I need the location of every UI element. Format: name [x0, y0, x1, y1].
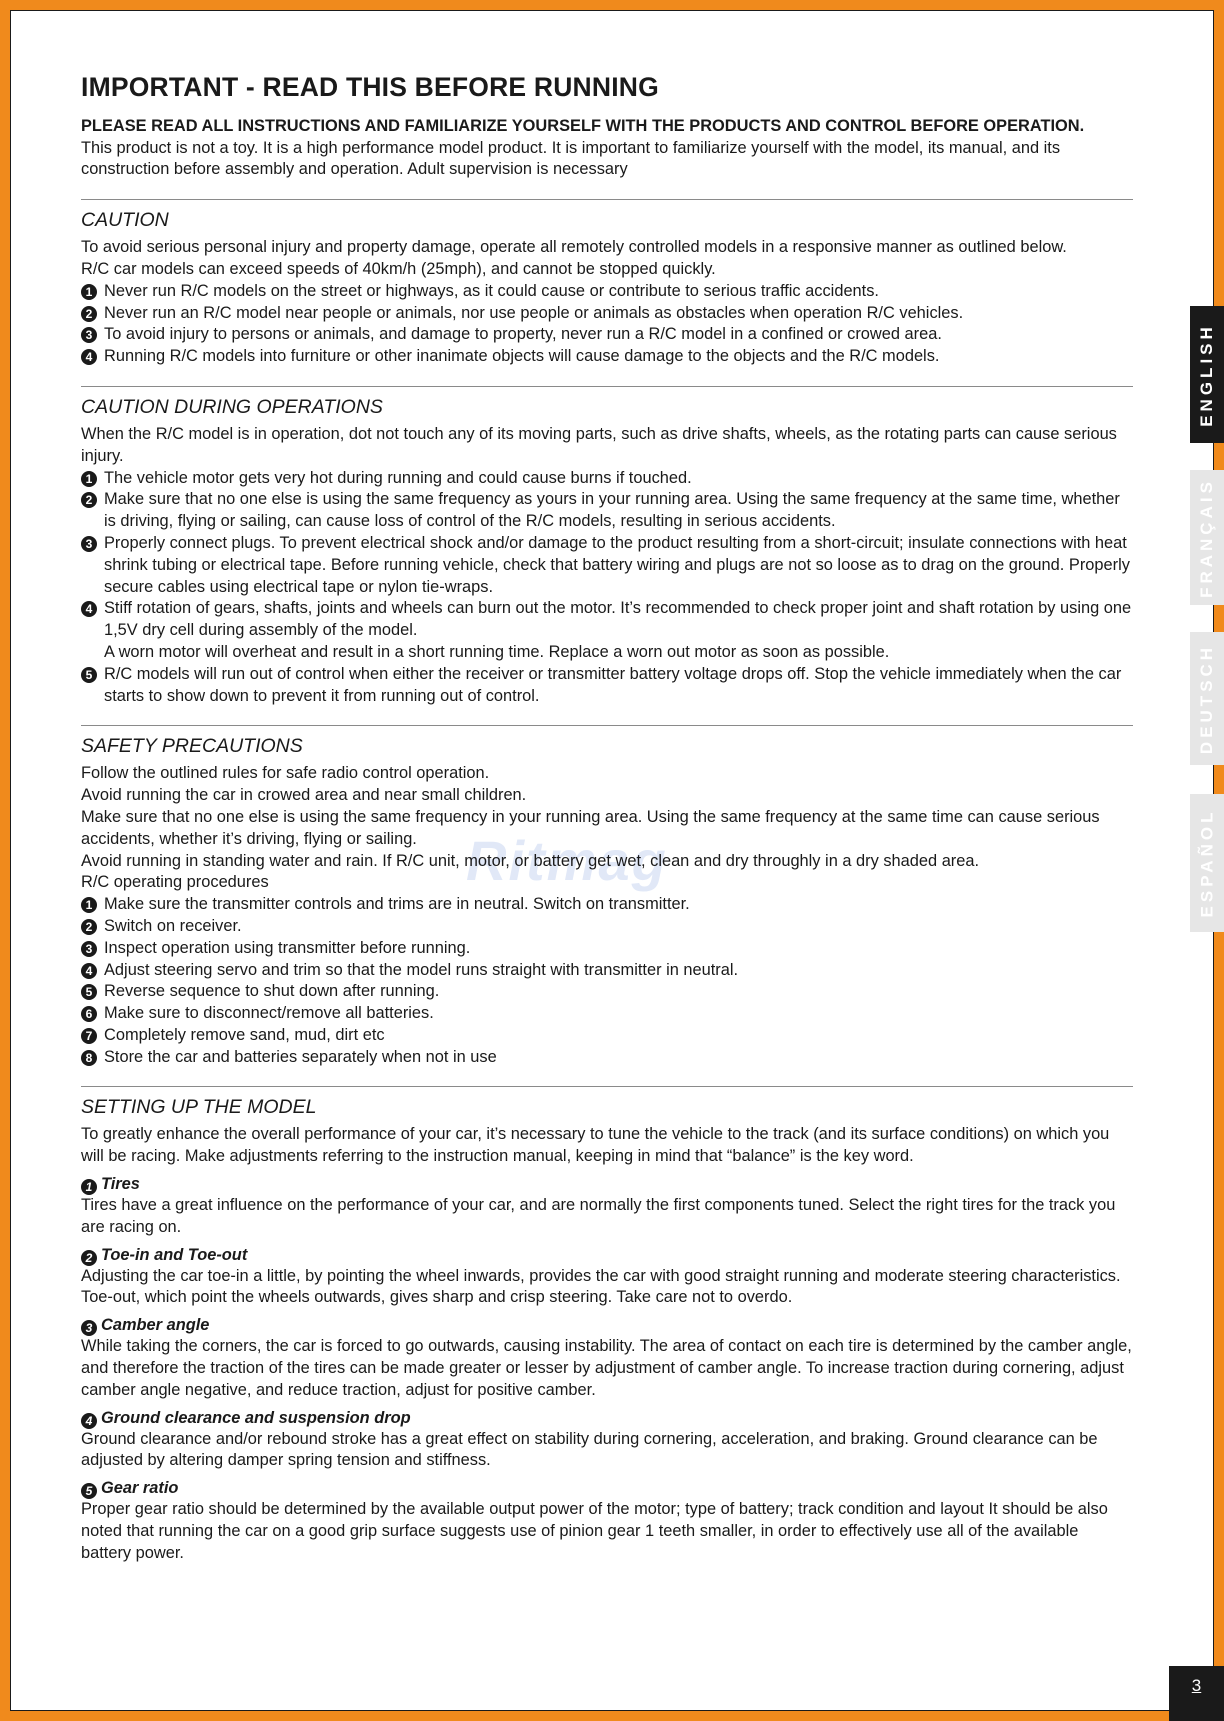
subsection-title-text: Gear ratio	[101, 1479, 179, 1498]
subsection-text: Adjusting the car toe-in a little, by pointing the wheel inwards, provides the car with good straight running and moderate steering characteristics. Toe-out, which point the wheels outwards, gives sharp and crisp steering. Take care not to overdo.	[81, 1266, 1121, 1307]
subsection-text: Tires have a great influence on the performance of your car, and are normally the first components tuned. Select the right tires for the track you are racing on.	[81, 1196, 1116, 1236]
page-title: IMPORTANT - READ THIS BEFORE RUNNING	[81, 72, 659, 102]
caution-heading: CAUTION	[81, 209, 169, 232]
list-item-text: Make sure the transmitter controls and trims are in neutral. Switch on transmitter.	[104, 895, 690, 914]
number-badge: 2	[81, 919, 97, 935]
subsection-title	[81, 1173, 1133, 1195]
number-badge: 1	[81, 897, 97, 913]
page-number	[1169, 1666, 1224, 1721]
page-content	[81, 72, 1133, 1565]
number-badge: 5	[81, 667, 97, 683]
subsection-title	[81, 1244, 1133, 1266]
list-item-text: R/C models will run out of control when either the receiver or transmitter battery voltage drops off. Stop the vehicle immediately when the car starts to show down to prevent it from running out of control.	[104, 664, 1122, 705]
safety-paragraph: Follow the outlined rules for safe radio control operation.	[81, 764, 490, 783]
language-tab-francais[interactable]: FRANÇAIS	[1190, 470, 1224, 605]
subsection-text: Proper gear ratio should be determined by the available output power of the motor; type of battery; track condition and layout It should be also noted that running the car on a good grip surface suggests use of pinion gear 1 teeth smaller, in order to effectively use all of the available battery power.	[81, 1500, 1108, 1562]
list-item	[81, 346, 1133, 368]
number-badge: 4	[81, 1413, 97, 1429]
list-item	[81, 303, 1133, 325]
list-item	[81, 324, 1133, 346]
list-item-extra: A worn motor will overheat and result in a short running time. Replace a worn out motor as soon as possible.	[104, 642, 890, 661]
number-badge: 3	[81, 327, 97, 343]
subsection-text: Ground clearance and/or rebound stroke has a great effect on stability during cornering, acceleration, and braking. Ground clearance can be adjusted by altering damper spring tension and stiffness.	[81, 1429, 1098, 1470]
number-badge: 4	[81, 349, 97, 365]
number-badge: 3	[81, 941, 97, 957]
subsection-title	[81, 1477, 1133, 1499]
safety-heading: SAFETY PRECAUTIONS	[81, 735, 303, 758]
list-item	[81, 894, 1133, 916]
list-item-text: To avoid injury to persons or animals, and damage to property, never run a R/C model in a confined or crowed area.	[104, 325, 942, 344]
subsection-title-text: Ground clearance and suspension drop	[101, 1408, 411, 1427]
number-badge: 2	[81, 306, 97, 322]
list-item-text: Adjust steering servo and trim so that the model runs straight with transmitter in neutral.	[104, 960, 739, 979]
list-item	[81, 938, 1133, 960]
number-badge: 5	[81, 1483, 97, 1499]
number-badge: 1	[81, 1179, 97, 1195]
divider	[81, 1086, 1133, 1087]
list-item	[81, 598, 1133, 663]
list-item-text: Inspect operation using transmitter before running.	[104, 938, 471, 957]
list-item-text: Never run an R/C model near people or animals, nor use people or animals as obstacles when operation R/C vehicles.	[104, 303, 964, 322]
caution-paragraph: R/C car models can exceed speeds of 40km/h (25mph), and cannot be stopped quickly.	[81, 259, 716, 278]
subsection-title	[81, 1407, 1133, 1429]
safety-paragraph: Avoid running in standing water and rain. If R/C unit, motor, or battery get wet, clean and dry throughly in a dry shaded area.	[81, 851, 980, 870]
subsection-title-text: Tires	[101, 1175, 140, 1194]
divider	[81, 199, 1133, 200]
caution-paragraph: To avoid serious personal injury and property damage, operate all remotely controlled models in a responsive manner as outlined below.	[81, 238, 1067, 257]
number-badge: 1	[81, 284, 97, 300]
number-badge: 2	[81, 1250, 97, 1266]
number-badge: 4	[81, 601, 97, 617]
page-number-text: 3	[1191, 1676, 1202, 1695]
list-item-text: Running R/C models into furniture or other inanimate objects will cause damage to the objects and the R/C models.	[104, 347, 940, 366]
watermark: Ritmag	[466, 829, 668, 892]
language-tab-english[interactable]: ENGLISH	[1190, 306, 1224, 443]
list-item	[81, 916, 1133, 938]
setup-intro: To greatly enhance the overall performance of your car, it’s necessary to tune the vehicle to the track (and its surface conditions) on which you will be racing. Make adjustments referring to the instruction manual, keeping in mind that “balance” is the key word.	[81, 1125, 1110, 1166]
subsection-title-text: Toe-in and Toe-out	[101, 1245, 248, 1264]
list-item	[81, 533, 1133, 598]
subsection-text: While taking the corners, the car is forced to go outwards, causing instability. The area of contact on each tire is determined by the camber angle, and therefore the traction of the tires can be made greater or lesser by adjustment of camber angle. To increase traction during cornering, adjust camber angle negative, and reduce traction, adjust for positive camber.	[81, 1337, 1132, 1399]
number-badge: 5	[81, 984, 97, 1000]
list-item-text: Reverse sequence to shut down after running.	[104, 982, 440, 1001]
list-item-text: Completely remove sand, mud, dirt etc	[104, 1025, 385, 1044]
operations-heading: CAUTION DURING OPERATIONS	[81, 395, 383, 418]
list-item-text: Make sure that no one else is using the same frequency as yours in your running area. Using the same frequency at the same time, whether is driving, flying or sailing, can cause loss of control of the R/C models, resulting in serious accidents.	[104, 490, 1120, 531]
safety-paragraph: Make sure that no one else is using the same frequency in your running area. Using the same frequency at the same time can cause serious accidents, whether it’s driving, flying or sailing.	[81, 807, 1100, 848]
number-badge: 1	[81, 471, 97, 487]
list-item	[81, 281, 1133, 303]
safety-paragraph: R/C operating procedures	[81, 873, 269, 892]
list-item	[81, 1003, 1133, 1025]
language-tab-espanol[interactable]: ESPAÑOL	[1190, 794, 1224, 932]
language-tab-deutsch[interactable]: DEUTSCH	[1190, 632, 1224, 765]
list-item-text: Properly connect plugs. To prevent electrical shock and/or damage to the product resulting from a short-circuit; insulate connections with heat shrink tubing or electrical tape. Before running vehicle, check that battery wiring and plugs are not so loose as to drag on the ground. Properly secure cables using electrical tape or nylon tie-wraps.	[104, 533, 1130, 596]
list-item-text: Make sure to disconnect/remove all batteries.	[104, 1004, 434, 1023]
list-item-text: Stiff rotation of gears, shafts, joints and wheels can burn out the motor. It’s recommended to check proper joint and shaft rotation by using one 1,5V dry cell during assembly of the model.	[104, 599, 1132, 640]
number-badge: 8	[81, 1050, 97, 1066]
divider	[81, 725, 1133, 726]
list-item-text: The vehicle motor gets very hot during running and could cause burns if touched.	[104, 468, 692, 487]
list-item	[81, 489, 1133, 533]
setup-heading: SETTING UP THE MODEL	[81, 1096, 317, 1119]
list-item	[81, 981, 1133, 1003]
number-badge: 2	[81, 492, 97, 508]
intro-subheading: PLEASE READ ALL INSTRUCTIONS AND FAMILIARIZE YOURSELF WITH THE PRODUCTS AND CONTROL BEFORE OPERATION.	[81, 116, 1085, 135]
divider	[81, 386, 1133, 387]
list-item	[81, 1047, 1133, 1069]
intro-text: This product is not a toy. It is a high performance model product. It is important to familiarize yourself with the model, its manual, and its construction before assembly and operation. Adult supervision is necessary	[81, 138, 1061, 179]
operations-intro: When the R/C model is in operation, dot not touch any of its moving parts, such as drive shafts, wheels, as the rotating parts can cause serious injury.	[81, 424, 1117, 465]
list-item	[81, 1025, 1133, 1047]
number-badge: 3	[81, 1320, 97, 1336]
safety-paragraph: Avoid running the car in crowed area and near small children.	[81, 786, 527, 805]
list-item	[81, 960, 1133, 982]
list-item-text: Switch on receiver.	[104, 916, 242, 935]
list-item	[81, 468, 1133, 490]
list-item-text: Never run R/C models on the street or highways, as it could cause or contribute to serious traffic accidents.	[104, 281, 879, 300]
number-badge: 7	[81, 1028, 97, 1044]
number-badge: 3	[81, 536, 97, 552]
subsection-title-text: Camber angle	[101, 1316, 210, 1335]
list-item-text: Store the car and batteries separately when not in use	[104, 1047, 497, 1066]
subsection-title	[81, 1314, 1133, 1336]
list-item	[81, 664, 1133, 708]
number-badge: 6	[81, 1006, 97, 1022]
number-badge: 4	[81, 963, 97, 979]
